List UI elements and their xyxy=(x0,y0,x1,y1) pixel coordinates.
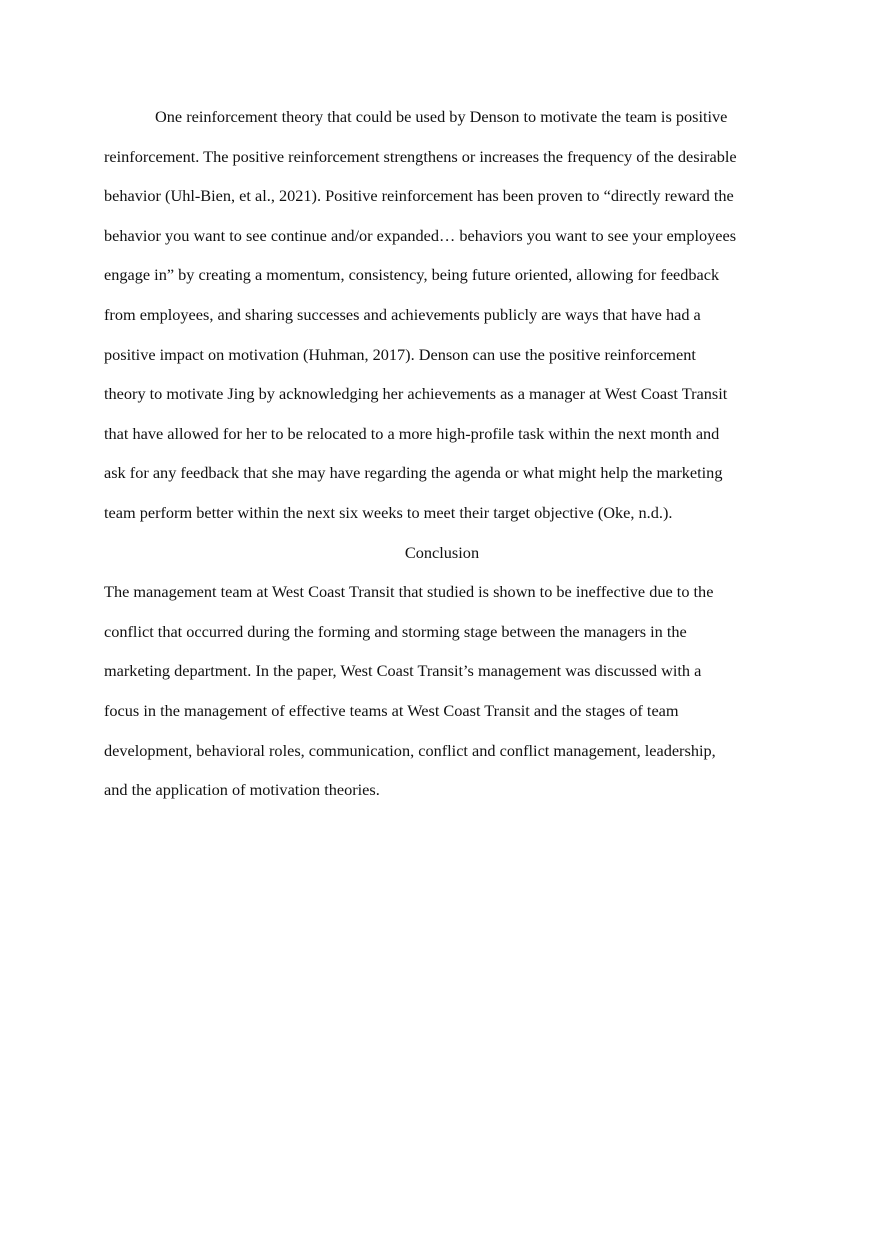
conclusion-heading: Conclusion xyxy=(404,542,480,562)
paragraph-line: ask for any feedback that she may have regarding the agenda or what might help the marketing xyxy=(104,463,723,483)
paragraph-line: that have allowed for her to be relocated to a more high-profile task within the next month and xyxy=(104,423,720,443)
reinforcement-paragraph xyxy=(104,97,780,533)
paragraph-line: conflict that occurred during the forming and storming stage between the managers in the xyxy=(104,621,687,641)
paragraph-line: theory to motivate Jing by acknowledging her achievements as a manager at West Coast Transit xyxy=(104,384,728,404)
paragraph-line: from employees, and sharing successes and achievements publicly are ways that have had a xyxy=(104,304,701,324)
paragraph-line: engage in” by creating a momentum, consistency, being future oriented, allowing for feedback xyxy=(104,265,720,285)
conclusion-paragraph xyxy=(104,572,780,810)
paragraph-line: development, behavioral roles, communication, conflict and conflict management, leadership, xyxy=(104,740,716,760)
paragraph-line: and the application of motivation theories. xyxy=(104,780,380,800)
paragraph-line: positive impact on motivation (Huhman, 2017). Denson can use the positive reinforcement xyxy=(104,344,696,364)
paragraph-line: marketing department. In the paper, West Coast Transit’s management was discussed with a xyxy=(104,661,702,681)
paragraph-line: focus in the management of effective teams at West Coast Transit and the stages of team xyxy=(104,700,679,720)
document-body xyxy=(104,97,780,810)
paragraph-line: behavior you want to see continue and/or expanded… behaviors you want to see your employees xyxy=(104,225,737,245)
paragraph-line: team perform better within the next six weeks to meet their target objective (Oke, n.d.). xyxy=(104,502,673,522)
paragraph-line: behavior (Uhl-Bien, et al., 2021). Positive reinforcement has been proven to “directly reward the xyxy=(104,186,734,206)
paragraph-line: One reinforcement theory that could be used by Denson to motivate the team is positive xyxy=(155,107,728,126)
paragraph-line: The management team at West Coast Transit that studied is shown to be ineffective due to the xyxy=(104,582,714,602)
paragraph-line: reinforcement. The positive reinforcement strengthens or increases the frequency of the desirable xyxy=(104,146,737,166)
